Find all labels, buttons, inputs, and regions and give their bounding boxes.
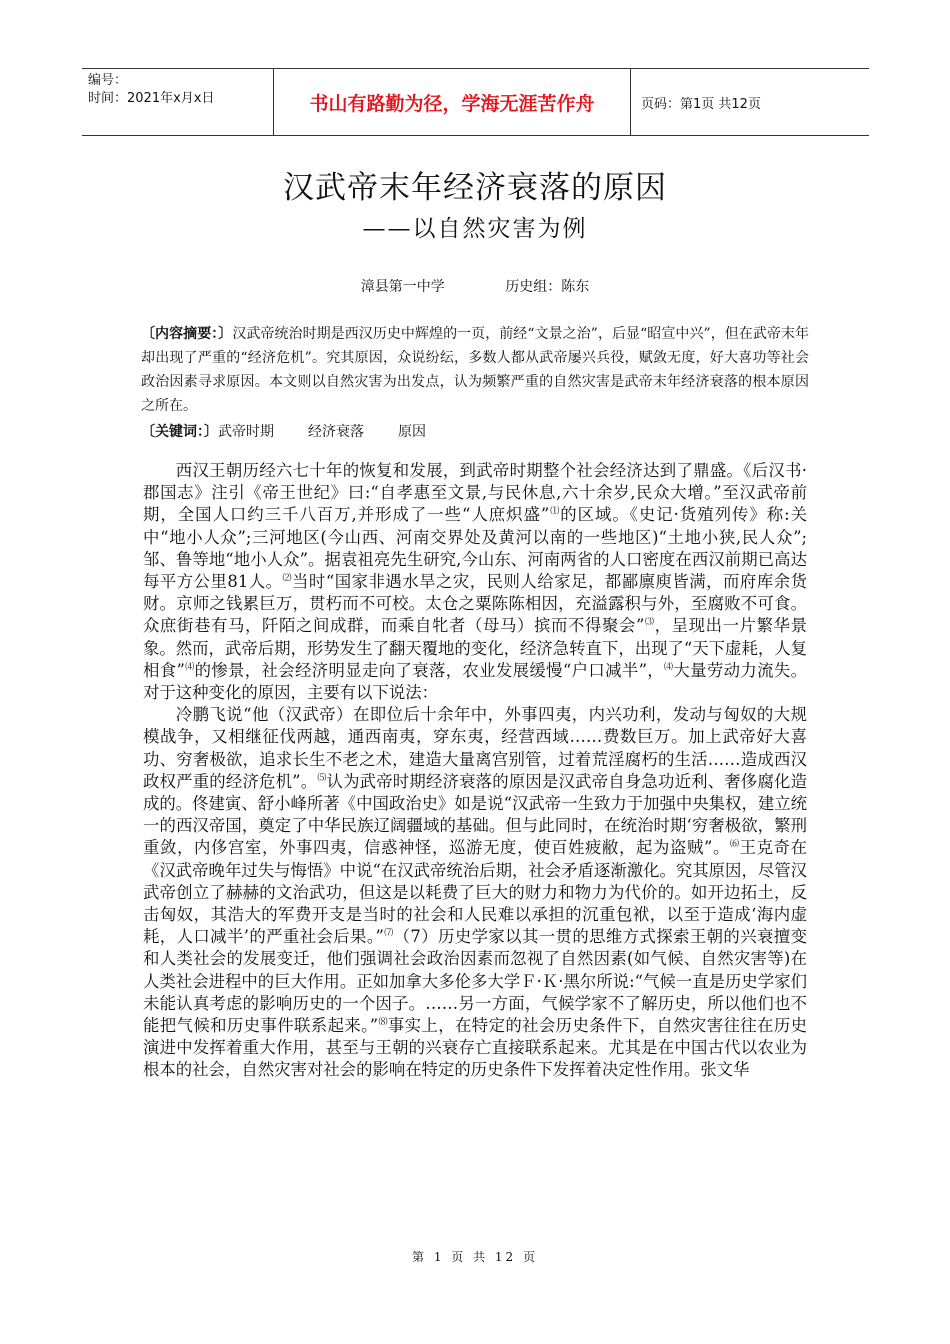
abstract-label: 〔内容摘要：〕 — [141, 326, 233, 342]
text-run: 的区域。《史记·货殖列传》称:关中“地小人众”;三河地区(今山西、河南交界处及黄河以南的一些地区)“土地小狭,民人众”;邹、鲁等地“地小人众”。据袁祖亮先生研究,今山东、河南两省的人口密度在西汉前期已高达每平方公里81人。 — [143, 505, 807, 592]
abstract-text: 汉武帝统治时期是西汉历史中辉煌的一页，前经“文景之治”，后显“昭宣中兴”，但在武帝末年却出现了严重的“经济危机”。究其原因，众说纷纭，多数人都从武帝屡兴兵役，赋敛无度，好大喜功等社会政治因素寻求原因。本文则以自然灾害为出发点，认为频繁严重的自然灾害是武帝末年经济衰落的根本原因之所在。 — [141, 326, 809, 414]
keyword-item: 经济衰落 — [308, 424, 364, 440]
text-run: 认为武帝时期经济衰落的原因是汉武帝自身急功近利、奢侈腐化造成的。佟建寅、舒小峰所著《中国政治史》如是说“汉武帝一生致力于加强中央集权，建立统一的西汉帝国，奠定了中华民族辽阔疆域的基础。但与此同时，在统治时期‘穷奢极欲，繁刑重敛，内侈宫室，外事四夷，信惑神怪，巡游无度，使百姓疲敝，起为盗贼”。 — [143, 771, 808, 858]
text-run: 西汉王朝历经六七十年的恢复和发展，到武帝时期整个社会经济达到了鼎盛。《后汉书·郡国志》注引《帝王世纪》曰:“自孝惠至文景,与民休息,六十余岁,民众大增。”至汉武帝前期，全国人口约三千八百万,并形成了一些“人庶炽盛” — [143, 461, 807, 525]
time-label: 时间：2021年x月x日 — [88, 91, 215, 106]
footnote-ref: ⑶ — [644, 617, 655, 628]
page-footer: 第 1 页 共 12 页 — [412, 1250, 538, 1264]
author-line — [0, 276, 950, 296]
text-run: （7）历史学家以其一贯的思维方式探索王朝的兴衰擅变和人类社会的发展变迁，他们强调社会政治因素而忽视了自然因素(如气候、自然灾害等)在人类社会进程中的巨大作用。正如加拿大多伦多大学Ｆ·Ｋ·黑尔所说:“气候一直是历史学家们未能认真考虑的影响历史的一个因子。……另一方面，气候学家不了解历史，所以他们也不能把气候和历史事件联系起来。” — [143, 927, 807, 1036]
text-run: 的惨景，社会经济明显走向了衰落，农业发展缓慢“户口减半”， — [194, 660, 665, 680]
header-page-info: 页码：第1页 共12页 — [641, 96, 761, 112]
footnote-ref: ⑻ — [378, 1017, 388, 1028]
footnote-ref: ⑺ — [383, 928, 394, 939]
footnote-ref: ⑴ — [549, 506, 561, 517]
header-motto: 书山有路勤为径，学海无涯苦作舟 — [274, 69, 631, 135]
footnote-ref: ⑷ — [184, 662, 195, 673]
keyword-item: 武帝时期 — [218, 424, 274, 440]
body-text — [143, 460, 807, 1082]
text-run: 大量劳动力流失。对于这种变化的原因，主要有以下说法： — [143, 660, 807, 703]
text-run: 王克奇在《汉武帝晚年过失与悔悟》中说“在汉武帝统治后期，社会矛盾逐渐激化。究其原因，尽管汉武帝创立了赫赫的文治武功，但这是以耗费了巨大的财力和物力为代价的。如开边拓土，反击匈奴，其浩大的军费开支是当时的社会和人民难以承担的沉重包袱，以至于造成‘海内虚耗，人口减半’的严重社会后果。” — [143, 838, 808, 947]
footnote-ref: ⑹ — [729, 839, 740, 850]
text-run: 事实上，在特定的社会历史条件下，自然灾害往往在历史演进中发挥着重大作用，甚至与王朝的兴衰存亡直接联系起来。尤其是在中国古代以农业为根本的社会，自然灾害对社会的影响在特定的历史条件下发挥着决定性作用。张文华 — [143, 1016, 807, 1080]
keyword-item: 原因 — [398, 424, 426, 440]
document-header — [82, 68, 869, 136]
text-run: 当时“国家非遇水旱之灾，民则人给家足，都鄙廪庾皆满，而府库余货财。京师之钱累巨万，贯朽而不可校。太仓之粟陈陈相因，充溢露积与外，至腐败不可食。众庶街巷有马，阡陌之间成群，而乘自牝者（母马）摈而不得聚会” — [143, 572, 807, 636]
text-run: ，呈现出一片繁华景象。然而，武帝后期，形势发生了翻天覆地的变化，经济急转直下，出现了“天下虚耗，人复相食” — [143, 616, 808, 680]
footnote-ref: ⑸ — [317, 773, 327, 784]
header-meta — [82, 69, 274, 135]
paragraph-2 — [143, 704, 807, 1081]
keywords-label: 〔关键词：〕 — [141, 424, 218, 440]
keywords — [141, 420, 809, 444]
author-school: 漳县第一中学 — [360, 279, 445, 295]
page-subtitle: ——以自然灾害为例 — [362, 216, 588, 242]
footnote-ref: ⑵ — [282, 573, 293, 584]
text-run: 冷鹏飞说“他（汉武帝）在即位后十余年中，外事四夷，内兴功利，发动与匈奴的大规模战争，又相继征伐两越，通西南夷，穿东夷，经营西域……费数巨万。加上武帝好大喜功、穷奢极欲，追求长生不老之术，建造大量离宫别管，过着荒淫腐朽的生活……造成西汉政权严重的经济危机”。 — [143, 705, 807, 791]
page-title: 汉武帝末年经济衰落的原因 — [283, 170, 667, 206]
author-group: 历史组：陈东 — [505, 279, 590, 295]
code-label: 编号： — [88, 73, 128, 88]
abstract — [141, 322, 809, 418]
paragraph-1 — [143, 460, 807, 704]
footnote-ref: ⑷ — [664, 662, 674, 673]
